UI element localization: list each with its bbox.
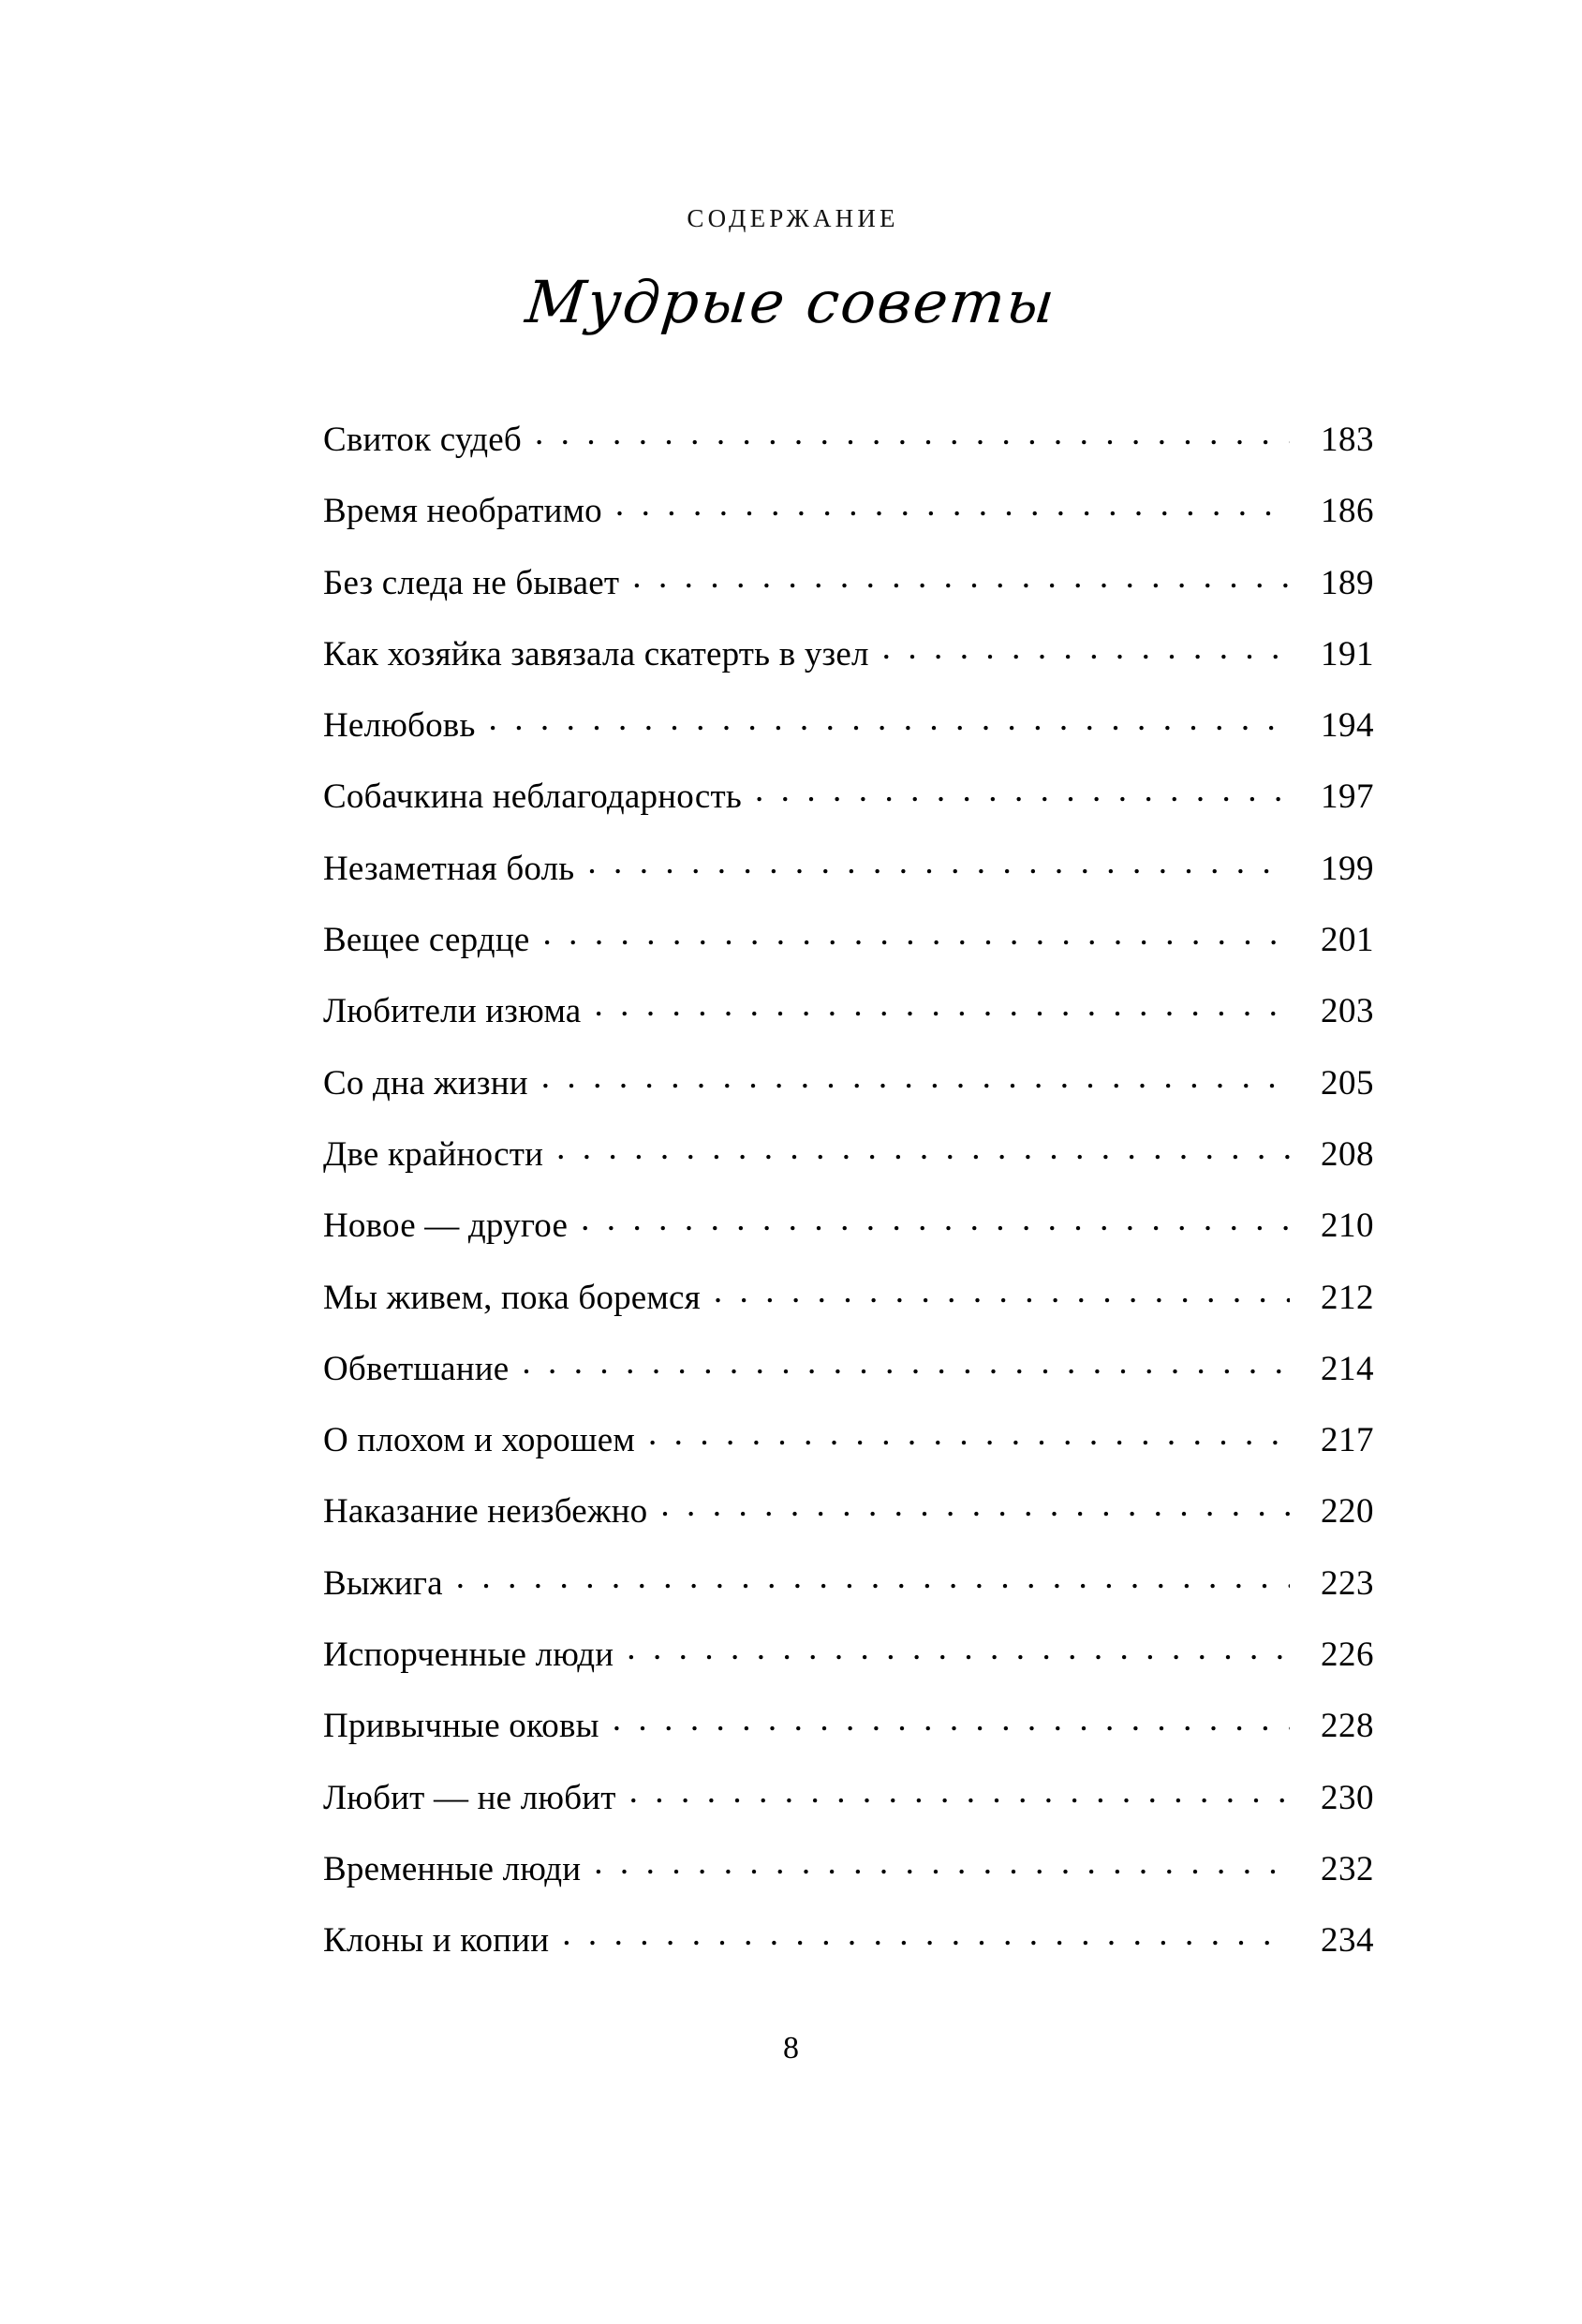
toc-entry[interactable] <box>323 1620 1374 1691</box>
toc-dot-leader <box>627 1631 1290 1665</box>
toc-dot-leader <box>629 1774 1290 1809</box>
toc-entry[interactable] <box>323 1763 1374 1834</box>
toc-entry-page-number: 220 <box>1321 1492 1374 1532</box>
toc-dot-leader <box>613 1702 1290 1737</box>
toc-entry[interactable] <box>323 405 1374 476</box>
toc-entry[interactable] <box>323 1476 1374 1547</box>
toc-entry-title: Любители изюма <box>323 992 582 1031</box>
toc-entry-title: Обветшание <box>323 1349 510 1388</box>
toc-entry-page-number: 201 <box>1321 921 1374 960</box>
toc-entry-page-number: 186 <box>1321 492 1374 531</box>
toc-entry-page-number: 208 <box>1321 1134 1374 1174</box>
toc-entry[interactable] <box>323 1691 1374 1762</box>
toc-dot-leader <box>535 416 1290 451</box>
toc-entry-page-number: 212 <box>1321 1278 1374 1317</box>
toc-entry-title: Две крайности <box>323 1134 544 1174</box>
toc-entry-title: Со дна жизни <box>323 1063 528 1103</box>
toc-dot-leader <box>594 1845 1290 1880</box>
toc-entry-title: Наказание неизбежно <box>323 1492 648 1532</box>
toc-entry-page-number: 223 <box>1321 1563 1374 1603</box>
toc-dot-leader <box>755 773 1290 807</box>
toc-dot-leader <box>632 559 1290 594</box>
toc-entry-page-number: 226 <box>1321 1636 1374 1675</box>
toc-dot-leader <box>522 1345 1290 1380</box>
toc-entry-title: Собачкина неблагодарность <box>323 777 742 817</box>
toc-entry-title: Привычные оковы <box>323 1707 599 1746</box>
toc-entry-page-number: 217 <box>1321 1421 1374 1460</box>
toc-entry-page-number: 228 <box>1321 1707 1374 1746</box>
toc-dot-leader <box>615 487 1290 522</box>
toc-entry[interactable] <box>323 548 1374 619</box>
toc-dot-leader <box>556 1131 1290 1165</box>
page-folio: 8 <box>783 2031 799 2065</box>
toc-entry-title: Без следа не бывает <box>323 563 620 602</box>
toc-entry-page-number: 189 <box>1321 563 1374 602</box>
toc-entry-title: Время необратимо <box>323 492 602 531</box>
toc-entry-page-number: 203 <box>1321 992 1374 1031</box>
toc-entry-page-number: 183 <box>1321 421 1374 459</box>
toc-entry-page-number: 210 <box>1321 1206 1374 1246</box>
toc-entry[interactable] <box>323 1191 1374 1262</box>
toc-entry-title: Вещее сердце <box>323 921 530 960</box>
section-title: Мудрые советы <box>522 268 1060 336</box>
toc-entry-title: Нелюбовь <box>323 706 476 746</box>
toc-entry-title: Как хозяйка завязала скатерть в узел <box>323 634 869 674</box>
toc-entry-title: Новое — другое <box>323 1206 569 1246</box>
toc-entry[interactable] <box>323 976 1374 1047</box>
toc-entry[interactable] <box>323 1405 1374 1476</box>
toc-entry[interactable] <box>323 1048 1374 1119</box>
toc-entry-page-number: 199 <box>1321 849 1374 888</box>
toc-dot-leader <box>456 1560 1290 1594</box>
toc-entry[interactable] <box>323 690 1374 762</box>
toc-dot-leader <box>489 702 1290 736</box>
toc-dot-leader <box>581 1202 1290 1236</box>
toc-entry-page-number: 191 <box>1321 634 1374 674</box>
toc-entry[interactable] <box>323 619 1374 690</box>
toc-dot-leader <box>714 1274 1290 1309</box>
toc-entry[interactable] <box>323 1119 1374 1191</box>
toc-dot-leader <box>541 1059 1290 1094</box>
toc-entry[interactable] <box>323 1905 1374 1976</box>
toc-dot-leader <box>648 1416 1290 1451</box>
toc-entry-title: Временные люди <box>323 1849 582 1888</box>
toc-entry-page-number: 197 <box>1321 777 1374 817</box>
toc-entry[interactable] <box>323 1834 1374 1905</box>
toc-entry[interactable] <box>323 476 1374 547</box>
toc-entry-title: Мы живем, пока боремся <box>323 1278 701 1317</box>
toc-entry-title: Незаметная боль <box>323 849 575 888</box>
toc-dot-leader <box>542 916 1290 951</box>
toc-entry-page-number: 230 <box>1321 1778 1374 1817</box>
toc-dot-leader <box>562 1917 1290 1951</box>
toc-entry-page-number: 205 <box>1321 1063 1374 1103</box>
toc-entry[interactable] <box>323 1263 1374 1334</box>
toc-entry-page-number: 234 <box>1321 1921 1374 1961</box>
toc-entry-page-number: 214 <box>1321 1349 1374 1388</box>
running-head: СОДЕРЖАНИЕ <box>687 204 899 232</box>
toc-entry[interactable] <box>323 1548 1374 1620</box>
toc-entry-title: Клоны и копии <box>323 1921 550 1961</box>
toc-dot-leader <box>594 987 1290 1022</box>
toc-dot-leader <box>660 1488 1290 1522</box>
toc-entry-title: О плохом и хорошем <box>323 1421 635 1460</box>
toc-entry-page-number: 194 <box>1321 706 1374 746</box>
toc-dot-leader <box>882 630 1290 665</box>
toc-entry[interactable] <box>323 1334 1374 1405</box>
toc-entry[interactable] <box>323 905 1374 976</box>
toc-entry[interactable] <box>323 762 1374 833</box>
toc-entry[interactable] <box>323 834 1374 905</box>
toc-entry-title: Свиток судеб <box>323 421 522 459</box>
toc-entry-title: Любит — не любит <box>323 1778 616 1817</box>
toc-dot-leader <box>587 845 1290 880</box>
toc-entry-title: Выжига <box>323 1563 443 1603</box>
table-of-contents <box>323 405 1374 1977</box>
toc-entry-page-number: 232 <box>1321 1849 1374 1888</box>
toc-entry-title: Испорченные люди <box>323 1636 614 1675</box>
